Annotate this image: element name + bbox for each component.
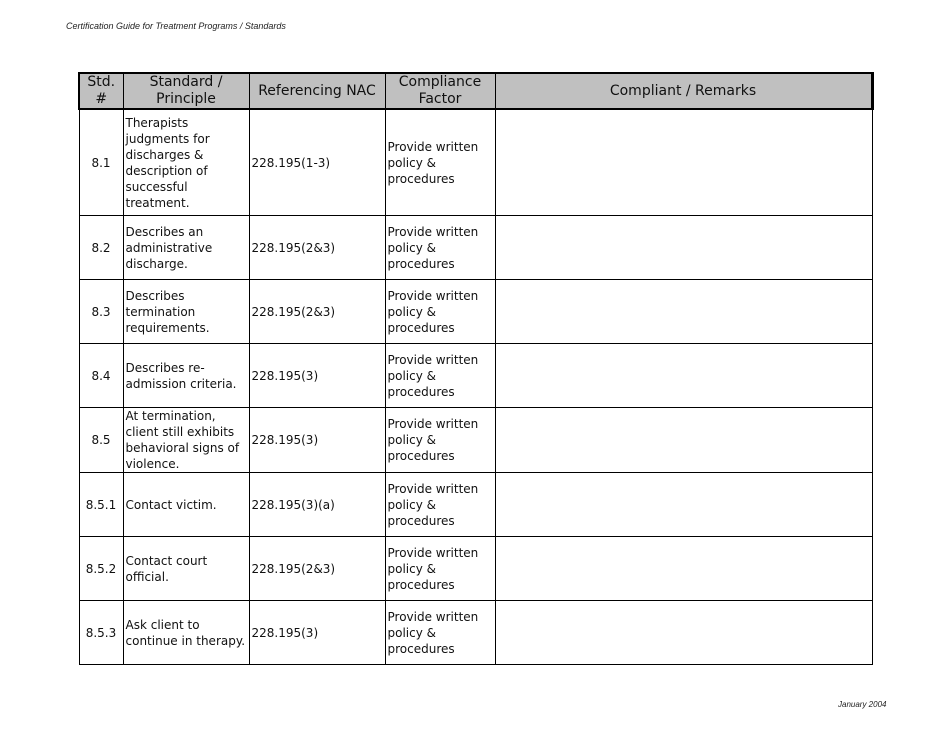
compliance-factor-cell: Provide written policy & procedures bbox=[385, 344, 495, 408]
std-number-cell: 8.3 bbox=[79, 280, 123, 344]
principle-cell: At termination, client still exhibits behavioral signs of violence. bbox=[123, 408, 249, 473]
nac-cell: 228.195(2&3) bbox=[249, 280, 385, 344]
table-row bbox=[79, 216, 872, 280]
document-header: Certification Guide for Treatment Programs / Standards bbox=[66, 21, 286, 31]
remarks-cell[interactable] bbox=[495, 216, 872, 280]
compliance-factor-cell: Provide written policy & procedures bbox=[385, 601, 495, 665]
remarks-cell[interactable] bbox=[495, 280, 872, 344]
nac-cell: 228.195(2&3) bbox=[249, 537, 385, 601]
compliance-factor-cell: Provide written policy & procedures bbox=[385, 473, 495, 537]
nac-cell: 228.195(3) bbox=[249, 344, 385, 408]
std-number-cell: 8.5.2 bbox=[79, 537, 123, 601]
principle-cell: Describes an administrative discharge. bbox=[123, 216, 249, 280]
remarks-cell[interactable] bbox=[495, 344, 872, 408]
principle-cell: Contact victim. bbox=[123, 473, 249, 537]
nac-cell: 228.195(3) bbox=[249, 408, 385, 473]
table-row bbox=[79, 473, 872, 537]
table-row bbox=[79, 408, 872, 473]
compliance-factor-cell: Provide written policy & procedures bbox=[385, 408, 495, 473]
table-row bbox=[79, 109, 872, 216]
standards-table bbox=[78, 72, 874, 665]
remarks-cell[interactable] bbox=[495, 473, 872, 537]
remarks-cell[interactable] bbox=[495, 601, 872, 665]
principle-cell: Ask client to continue in therapy. bbox=[123, 601, 249, 665]
principle-cell: Describes re-admission criteria. bbox=[123, 344, 249, 408]
table-header bbox=[79, 73, 872, 109]
remarks-cell[interactable] bbox=[495, 537, 872, 601]
header-standard-principle: Standard / Principle bbox=[123, 73, 249, 109]
std-number-cell: 8.1 bbox=[79, 109, 123, 216]
nac-cell: 228.195(3) bbox=[249, 601, 385, 665]
compliance-factor-cell: Provide written policy & procedures bbox=[385, 537, 495, 601]
std-number-cell: 8.5.3 bbox=[79, 601, 123, 665]
table-row bbox=[79, 344, 872, 408]
std-number-cell: 8.2 bbox=[79, 216, 123, 280]
table-row bbox=[79, 280, 872, 344]
std-number-cell: 8.4 bbox=[79, 344, 123, 408]
nac-cell: 228.195(1-3) bbox=[249, 109, 385, 216]
table-row bbox=[79, 537, 872, 601]
compliance-factor-cell: Provide written policy & procedures bbox=[385, 109, 495, 216]
header-row bbox=[79, 73, 872, 109]
nac-cell: 228.195(2&3) bbox=[249, 216, 385, 280]
remarks-cell[interactable] bbox=[495, 408, 872, 473]
table-row bbox=[79, 601, 872, 665]
table-body bbox=[79, 109, 872, 665]
compliance-factor-cell: Provide written policy & procedures bbox=[385, 280, 495, 344]
principle-cell: Therapists judgments for discharges & description of successful treatment. bbox=[123, 109, 249, 216]
remarks-cell[interactable] bbox=[495, 109, 872, 216]
std-number-cell: 8.5.1 bbox=[79, 473, 123, 537]
compliance-factor-cell: Provide written policy & procedures bbox=[385, 216, 495, 280]
header-compliant-remarks: Compliant / Remarks bbox=[495, 73, 872, 109]
principle-cell: Describes termination requirements. bbox=[123, 280, 249, 344]
header-compliance-factor: Compliance Factor bbox=[385, 73, 495, 109]
principle-cell: Contact court official. bbox=[123, 537, 249, 601]
header-std-number: Std. # bbox=[79, 73, 123, 109]
nac-cell: 228.195(3)(a) bbox=[249, 473, 385, 537]
document-footer-date: January 2004 bbox=[838, 700, 887, 709]
std-number-cell: 8.5 bbox=[79, 408, 123, 473]
header-referencing-nac: Referencing NAC bbox=[249, 73, 385, 109]
